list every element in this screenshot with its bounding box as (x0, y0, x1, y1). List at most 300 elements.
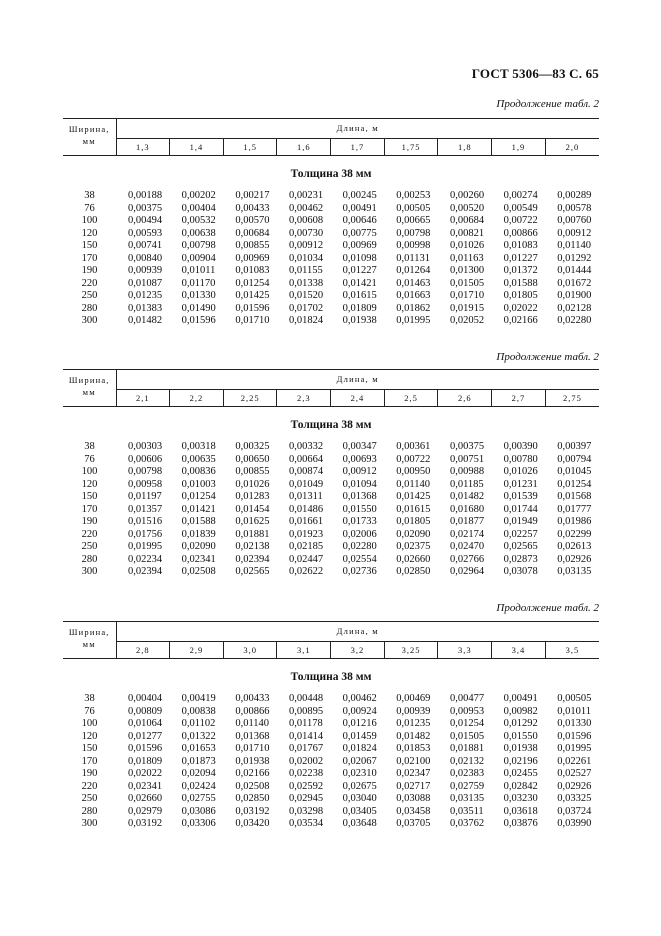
table-cell: 0,01923 (288, 528, 324, 540)
table-cell: 0,01710 (449, 290, 485, 301)
table-cell: 0,02755 (181, 793, 216, 804)
table-cell: 0,02592 (288, 780, 324, 792)
table-cell: 0,02138 (235, 541, 270, 552)
table-cell: 0,00866 (503, 227, 538, 239)
table-cell: 0,01805 (503, 290, 538, 301)
table-cell: 0,01083 (503, 240, 538, 251)
table-cell: 0,01235 (128, 290, 163, 301)
table-cell: 0,02257 (503, 528, 538, 540)
column-header: 2,25 (223, 389, 277, 406)
table-row (63, 806, 599, 819)
table-cell: 0,00874 (288, 466, 324, 477)
table-cell: 0,03088 (396, 793, 431, 804)
table-cell: 0,01011 (557, 705, 591, 717)
table-cell: 0,01568 (557, 491, 592, 502)
table-cell: 0,00505 (396, 202, 431, 214)
table-cell: 0,01216 (342, 718, 377, 729)
table-cell: 0,02238 (288, 768, 324, 779)
table-cell: 0,01140 (557, 240, 591, 251)
table-cell: 0,00895 (288, 705, 324, 717)
table-cell: 0,01756 (128, 528, 163, 540)
table-cell: 0,02067 (342, 755, 377, 767)
table-cell: 0,01185 (449, 478, 484, 490)
table-row (63, 756, 599, 769)
table-cell: 0,00390 (503, 441, 538, 452)
table-cell: 0,01322 (181, 730, 216, 742)
table-row (63, 491, 599, 504)
table-cell: 0,03192 (235, 805, 270, 817)
table-cell: 0,00939 (396, 705, 431, 717)
table-cell: 0,01098 (342, 252, 377, 264)
table-row (63, 504, 599, 517)
table-cell: 0,00433 (235, 202, 270, 214)
table-cell: 0,00419 (181, 693, 216, 704)
table-cell: 0,02299 (557, 528, 592, 540)
table-cell: 0,01596 (235, 302, 270, 314)
row-width: 150 (81, 491, 98, 502)
row-width: 220 (81, 277, 98, 289)
table-cell: 0,01170 (181, 277, 216, 289)
table-cell: 0,01588 (181, 516, 216, 527)
table-cell: 0,02234 (128, 553, 163, 565)
table-cell: 0,02926 (557, 780, 592, 792)
continuation-note-3: Продолжение табл. 2 (496, 602, 599, 614)
table-cell: 0,00325 (235, 441, 270, 452)
table-cell: 0,01938 (342, 315, 377, 326)
table-cell: 0,02660 (128, 793, 163, 804)
row-width: 170 (81, 252, 98, 264)
row-width: 100 (81, 466, 98, 477)
table-cell: 0,01710 (235, 315, 270, 326)
table-cell: 0,00231 (288, 190, 324, 201)
table-row (63, 693, 599, 706)
table-cell: 0,01482 (396, 730, 431, 742)
table-cell: 0,02132 (449, 755, 485, 767)
table-cell: 0,00684 (449, 215, 485, 226)
table-cell: 0,01011 (181, 265, 216, 276)
column-header: 1,4 (170, 138, 224, 155)
table-cell: 0,01486 (288, 503, 324, 515)
section-title-row (63, 659, 599, 686)
table-cell: 0,00840 (128, 252, 163, 264)
column-header: 1,7 (331, 138, 385, 155)
row-width: 280 (81, 805, 98, 817)
table-cell: 0,01292 (503, 718, 538, 729)
table-cell: 0,00998 (396, 240, 431, 251)
table-cell: 0,01459 (342, 730, 377, 742)
row-width: 170 (81, 503, 98, 515)
table-cell: 0,01102 (181, 718, 216, 729)
table-cell: 0,00798 (396, 227, 431, 239)
column-header: 3,3 (438, 641, 492, 658)
table-cell: 0,01490 (181, 302, 216, 314)
column-header: 1,8 (438, 138, 492, 155)
table-cell: 0,03534 (288, 818, 324, 829)
table-cell: 0,00397 (557, 441, 592, 452)
table-cell: 0,00635 (181, 453, 216, 465)
header-row (63, 622, 599, 642)
table-row (63, 303, 599, 316)
section-title: Толщина 38 мм (290, 671, 372, 683)
table-cell: 0,02554 (342, 553, 377, 565)
table-cell: 0,02310 (342, 768, 377, 779)
column-header-row (63, 641, 599, 658)
width-header-label: Ширина, (68, 375, 110, 385)
table-cell: 0,00722 (396, 453, 431, 465)
table-cell: 0,01131 (396, 252, 431, 264)
column-header: 2,4 (331, 389, 385, 406)
table-cell: 0,00982 (503, 705, 538, 717)
table-cell: 0,01283 (235, 491, 270, 502)
column-header: 2,7 (492, 389, 546, 406)
row-width: 76 (84, 202, 95, 214)
table-cell: 0,03135 (449, 793, 485, 804)
column-header: 3,5 (545, 641, 599, 658)
table-cell: 0,02394 (235, 553, 270, 565)
table-cell: 0,00491 (342, 202, 377, 214)
table-cell: 0,02565 (235, 566, 270, 577)
table-row (63, 479, 599, 492)
table-cell: 0,01744 (503, 503, 538, 515)
table-cell: 0,00664 (288, 453, 324, 465)
data-table-3 (63, 621, 599, 831)
table-cell: 0,02842 (503, 780, 538, 792)
header-row (63, 370, 599, 390)
table-cell: 0,01087 (128, 277, 163, 289)
row-width: 120 (81, 227, 98, 239)
table-row (63, 203, 599, 216)
data-table-2 (63, 369, 599, 583)
table-cell: 0,01539 (503, 491, 538, 502)
table-cell: 0,00821 (449, 227, 485, 239)
table-cell: 0,02375 (396, 541, 431, 552)
length-header: Длина, м (116, 622, 599, 642)
table-row (63, 718, 599, 731)
table-cell: 0,01277 (128, 730, 163, 742)
table-cell: 0,02873 (503, 553, 538, 565)
table-cell: 0,01049 (288, 478, 324, 490)
table-cell: 0,00532 (181, 215, 216, 226)
table-cell: 0,01425 (396, 491, 431, 502)
table-cell: 0,02052 (449, 315, 485, 326)
table-cell: 0,00798 (181, 240, 216, 251)
column-header: 2,9 (170, 641, 224, 658)
column-header: 2,0 (545, 138, 599, 155)
table-cell: 0,03724 (557, 805, 592, 817)
table-cell: 0,01140 (396, 478, 431, 490)
table-cell: 0,03990 (557, 818, 592, 829)
table-cell: 0,02527 (557, 768, 592, 779)
table-cell: 0,01672 (557, 277, 592, 289)
column-header: 3,2 (331, 641, 385, 658)
section-title-row (63, 407, 599, 434)
table-cell: 0,00433 (235, 693, 270, 704)
table-cell: 0,00303 (128, 441, 163, 452)
table-cell: 0,01995 (396, 315, 431, 326)
table-cell: 0,00722 (503, 215, 538, 226)
table-cell: 0,00780 (503, 453, 538, 465)
table-cell: 0,00969 (342, 240, 377, 251)
table-cell: 0,00375 (128, 202, 163, 214)
table-cell: 0,01853 (396, 743, 431, 754)
table-cell: 0,00570 (235, 215, 270, 226)
table-cell: 0,00404 (181, 202, 216, 214)
data-table-1 (63, 118, 599, 328)
table-cell: 0,01550 (503, 730, 538, 742)
table-cell: 0,00969 (235, 252, 270, 264)
table-cell: 0,00608 (288, 215, 324, 226)
table-cell: 0,01663 (396, 290, 431, 301)
table-row (63, 529, 599, 542)
table-cell: 0,01264 (396, 265, 431, 276)
table-cell: 0,00751 (449, 453, 485, 465)
row-width: 120 (81, 478, 98, 490)
table-cell: 0,01777 (557, 503, 592, 515)
table-cell: 0,01520 (288, 290, 324, 301)
table-cell: 0,00638 (181, 227, 216, 239)
width-header-unit: мм (82, 639, 96, 649)
table-cell: 0,01809 (128, 755, 163, 767)
table-cell: 0,01661 (288, 516, 324, 527)
table-cell: 0,01330 (557, 718, 592, 729)
table-cell: 0,00684 (235, 227, 270, 239)
table-cell: 0,03230 (503, 793, 538, 804)
table-cell: 0,00794 (557, 453, 592, 465)
table-cell: 0,01824 (342, 743, 377, 754)
table-cell: 0,02850 (235, 793, 270, 804)
row-width: 38 (84, 190, 95, 201)
row-width: 250 (81, 290, 98, 301)
row-width: 38 (84, 693, 95, 704)
row-width: 300 (81, 818, 98, 829)
table-cell: 0,01881 (235, 528, 270, 540)
table-cell: 0,02347 (396, 768, 431, 779)
width-header-unit: мм (82, 136, 96, 146)
table-cell: 0,01505 (449, 277, 485, 289)
table-cell: 0,02166 (503, 315, 538, 326)
table-cell: 0,01444 (557, 265, 592, 276)
table-cell: 0,00520 (449, 202, 485, 214)
table-cell: 0,02100 (396, 755, 431, 767)
row-width: 190 (81, 265, 98, 276)
row-width: 170 (81, 755, 98, 767)
table-cell: 0,03458 (396, 805, 431, 817)
column-header: 3,1 (277, 641, 331, 658)
table-cell: 0,02945 (288, 793, 324, 804)
table-cell: 0,02508 (235, 780, 270, 792)
section-title: Толщина 38 мм (290, 419, 372, 431)
table-cell: 0,00202 (181, 190, 216, 201)
column-header-row (63, 138, 599, 155)
table-row (63, 768, 599, 781)
table-cell: 0,00904 (181, 252, 216, 264)
row-width: 280 (81, 302, 98, 314)
table-cell: 0,01227 (342, 265, 377, 276)
table-cell: 0,02455 (503, 768, 538, 779)
table-cell: 0,00958 (128, 478, 163, 490)
table-cell: 0,01292 (557, 252, 592, 264)
table-cell: 0,01862 (396, 302, 431, 314)
table-cell: 0,03420 (235, 818, 270, 829)
row-width: 250 (81, 793, 98, 804)
table-cell: 0,03876 (503, 818, 538, 829)
table-cell: 0,01482 (128, 315, 163, 326)
table-cell: 0,02261 (557, 755, 592, 767)
table-cell: 0,01026 (503, 466, 538, 477)
table-cell: 0,02470 (449, 541, 485, 552)
table-cell: 0,01311 (288, 491, 323, 502)
table-cell: 0,02759 (449, 780, 485, 792)
table-cell: 0,01254 (235, 277, 270, 289)
table-cell: 0,03078 (503, 566, 538, 577)
table-cell: 0,01227 (503, 252, 538, 264)
table-cell: 0,00361 (396, 441, 431, 452)
table-cell: 0,00404 (128, 693, 163, 704)
table-cell: 0,00593 (128, 227, 163, 239)
table-cell: 0,03306 (181, 818, 216, 829)
table-cell: 0,00741 (128, 240, 163, 251)
table-cell: 0,01383 (128, 302, 163, 314)
width-header-label: Ширина, (68, 124, 110, 134)
table-cell: 0,02717 (396, 780, 431, 792)
row-width: 220 (81, 780, 98, 792)
table-cell: 0,02341 (181, 553, 216, 565)
column-header-row (63, 389, 599, 406)
table-cell: 0,02174 (449, 528, 485, 540)
table-cell: 0,01805 (396, 516, 431, 527)
table-row (63, 743, 599, 756)
table-cell: 0,03298 (288, 805, 324, 817)
table-cell: 0,00260 (449, 190, 485, 201)
table-cell: 0,01596 (181, 315, 216, 326)
table-cell: 0,01463 (396, 277, 431, 289)
table-cell: 0,00836 (181, 466, 216, 477)
table-cell: 0,00606 (128, 453, 163, 465)
table-row (63, 516, 599, 529)
table-cell: 0,02394 (128, 566, 163, 577)
table-cell: 0,00505 (557, 693, 592, 704)
table-cell: 0,03325 (557, 793, 592, 804)
column-header: 3,25 (384, 641, 438, 658)
table-cell: 0,02964 (449, 566, 485, 577)
table-cell: 0,00950 (396, 466, 431, 477)
table-cell: 0,01596 (557, 730, 592, 742)
row-width: 150 (81, 743, 98, 754)
table-cell: 0,03135 (557, 566, 592, 577)
table-cell: 0,00855 (235, 466, 270, 477)
table-cell: 0,01596 (128, 743, 163, 754)
table-cell: 0,01550 (342, 503, 377, 515)
table-cell: 0,00245 (342, 190, 377, 201)
table-cell: 0,02926 (557, 553, 592, 565)
table-cell: 0,00988 (449, 466, 485, 477)
table-cell: 0,01680 (449, 503, 485, 515)
table-cell: 0,01026 (235, 478, 270, 490)
column-header: 1,3 (116, 138, 170, 155)
table-cell: 0,02383 (449, 768, 485, 779)
table-cell: 0,01300 (449, 265, 485, 276)
column-header: 3,4 (492, 641, 546, 658)
table-cell: 0,02979 (128, 805, 163, 817)
table-cell: 0,00665 (396, 215, 431, 226)
table-cell: 0,01986 (557, 516, 592, 527)
table-cell: 0,01083 (235, 265, 270, 276)
column-header: 2,3 (277, 389, 331, 406)
table-cell: 0,01505 (449, 730, 485, 742)
table-cell: 0,01938 (503, 743, 538, 754)
table-row (63, 466, 599, 479)
table-cell: 0,01368 (235, 730, 270, 742)
table-row (63, 731, 599, 744)
table-cell: 0,02622 (288, 566, 324, 577)
table-cell: 0,02341 (128, 780, 163, 792)
table-cell: 0,00289 (557, 190, 592, 201)
table-row (63, 818, 599, 831)
table-row (63, 190, 599, 203)
row-width: 190 (81, 516, 98, 527)
section-title-row (63, 156, 599, 183)
table-cell: 0,01231 (503, 478, 538, 490)
table-cell: 0,00939 (128, 265, 163, 276)
table-cell: 0,00912 (557, 227, 592, 239)
table-cell: 0,02660 (396, 553, 431, 565)
table-cell: 0,01421 (342, 277, 377, 289)
length-header: Длина, м (116, 370, 599, 390)
continuation-note-2: Продолжение табл. 2 (496, 351, 599, 363)
table-cell: 0,02094 (181, 768, 216, 779)
column-header: 2,1 (116, 389, 170, 406)
table-cell: 0,03086 (181, 805, 216, 817)
table-cell: 0,01414 (288, 730, 324, 742)
table-cell: 0,01357 (128, 503, 163, 515)
table-cell: 0,01915 (449, 302, 485, 314)
table-row (63, 265, 599, 278)
table-cell: 0,02128 (557, 302, 592, 314)
row-width: 300 (81, 315, 98, 326)
table-cell: 0,01372 (503, 265, 538, 276)
table-cell: 0,01995 (557, 743, 592, 754)
table-cell: 0,01938 (235, 755, 270, 767)
row-width: 120 (81, 730, 98, 742)
column-header: 3,0 (223, 641, 277, 658)
table-cell: 0,00347 (342, 441, 377, 452)
table-cell: 0,03618 (503, 805, 538, 817)
table-cell: 0,02280 (342, 541, 377, 552)
table-cell: 0,01516 (128, 516, 163, 527)
row-width: 250 (81, 541, 98, 552)
table-cell: 0,03405 (342, 805, 377, 817)
column-header: 1,5 (223, 138, 277, 155)
table-cell: 0,03040 (342, 793, 377, 804)
table-cell: 0,01588 (503, 277, 538, 289)
table-row (63, 215, 599, 228)
table-row (63, 793, 599, 806)
table-cell: 0,02508 (181, 566, 216, 577)
width-header (63, 622, 116, 659)
column-header: 1,75 (384, 138, 438, 155)
table-cell: 0,01155 (288, 265, 323, 276)
row-width: 190 (81, 768, 98, 779)
table-cell: 0,02565 (503, 541, 538, 552)
table-cell: 0,02424 (181, 780, 216, 792)
continuation-note-1: Продолжение табл. 2 (496, 98, 599, 110)
table-cell: 0,01094 (342, 478, 377, 490)
table-cell: 0,00866 (235, 705, 270, 717)
table-cell: 0,00448 (288, 693, 324, 704)
table-cell: 0,01421 (181, 503, 216, 515)
table-cell: 0,00760 (557, 215, 592, 226)
column-header: 2,8 (116, 641, 170, 658)
